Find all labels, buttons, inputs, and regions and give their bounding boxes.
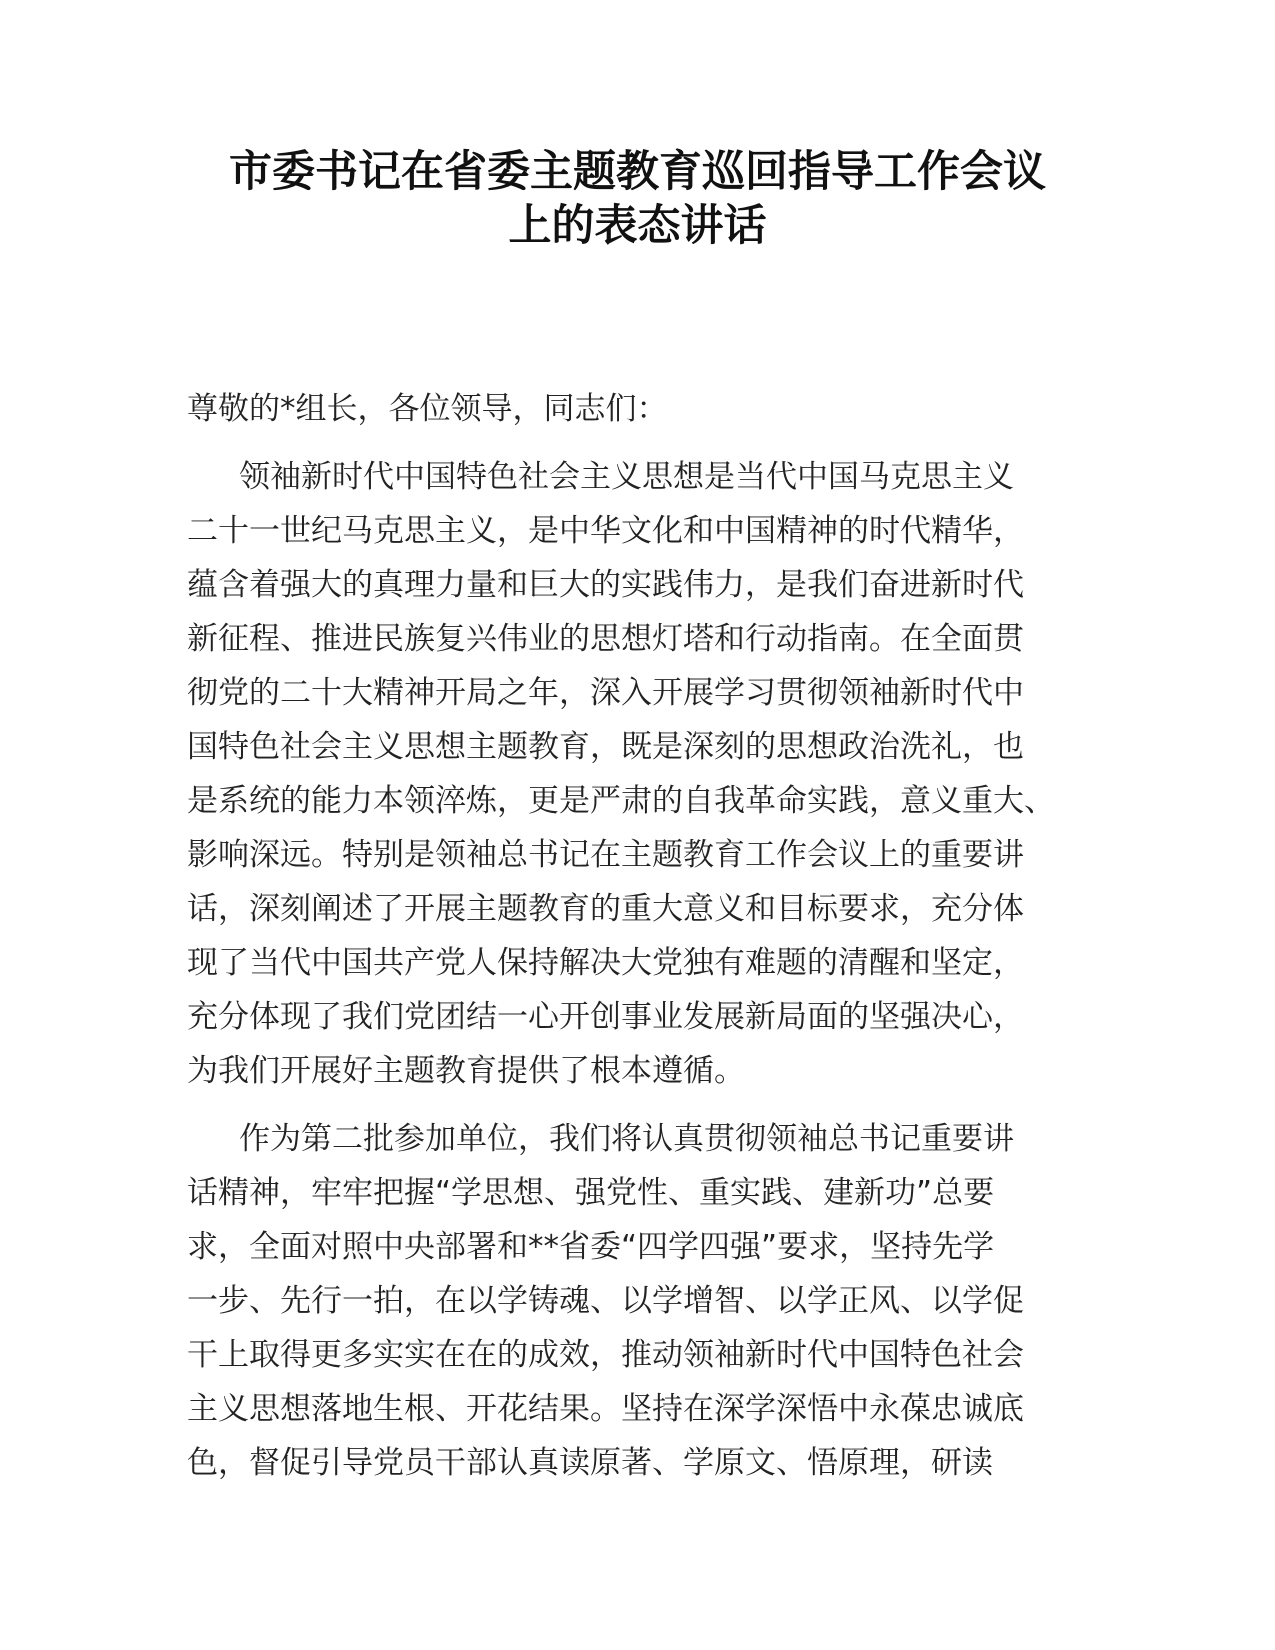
paragraph-line: 话精神，牢牢把握“学思想、强党性、重实践、建新功”总要 [187, 1175, 995, 1211]
title-line-2: 上的表态讲话 [508, 201, 767, 251]
paragraph-line: 话，深刻阐述了开展主题教育的重大意义和目标要求，充分体 [187, 891, 1024, 927]
paragraph-line: 一步、先行一拍，在以学铸魂、以学增智、以学正风、以学促 [187, 1283, 1024, 1319]
salutation: 尊敬的*组长，各位领导，同志们： [187, 391, 668, 427]
document-title [150, 145, 1125, 253]
title-line-1: 市委书记在省委主题教育巡回指导工作会议 [229, 147, 1046, 197]
paragraph-line: 领袖新时代中国特色社会主义思想是当代中国马克思主义 [239, 459, 1014, 495]
paragraph-line: 干上取得更多实实在在的成效，推动领袖新时代中国特色社会 [187, 1337, 1024, 1373]
paragraph-line: 蕴含着强大的真理力量和巨大的实践伟力，是我们奋进新时代 [187, 567, 1024, 603]
paragraph-line: 充分体现了我们党团结一心开创事业发展新局面的坚强决心， [187, 999, 1024, 1035]
paragraph-line: 是系统的能力本领淬炼，更是严肃的自我革命实践，意义重大、 [187, 783, 1055, 819]
paragraph-line: 彻党的二十大精神开局之年，深入开展学习贯彻领袖新时代中 [187, 675, 1024, 711]
paragraph-line: 作为第二批参加单位，我们将认真贯彻领袖总书记重要讲 [239, 1121, 1014, 1157]
paragraph-line: 影响深远。特别是领袖总书记在主题教育工作会议上的重要讲 [187, 837, 1024, 873]
paragraph-line: 色，督促引导党员干部认真读原著、学原文、悟原理，研读 [187, 1445, 993, 1481]
paragraph-2 [187, 1112, 1087, 1490]
paragraph-line: 国特色社会主义思想主题教育，既是深刻的思想政治洗礼，也 [187, 729, 1024, 765]
paragraph-line: 求，全面对照中央部署和**省委“四学四强”要求，坚持先学 [187, 1229, 995, 1265]
paragraph-line: 现了当代中国共产党人保持解决大党独有难题的清醒和坚定， [187, 945, 1024, 981]
paragraph-1 [187, 450, 1087, 1098]
document-body [187, 382, 1087, 1504]
paragraph-line: 二十一世纪马克思主义，是中华文化和中国精神的时代精华， [187, 513, 1024, 549]
paragraph-line: 新征程、推进民族复兴伟业的思想灯塔和行动指南。在全面贯 [187, 621, 1024, 657]
paragraph-line: 为我们开展好主题教育提供了根本遵循。 [187, 1053, 745, 1089]
paragraph-line: 主义思想落地生根、开花结果。坚持在深学深悟中永葆忠诚底 [187, 1391, 1024, 1427]
